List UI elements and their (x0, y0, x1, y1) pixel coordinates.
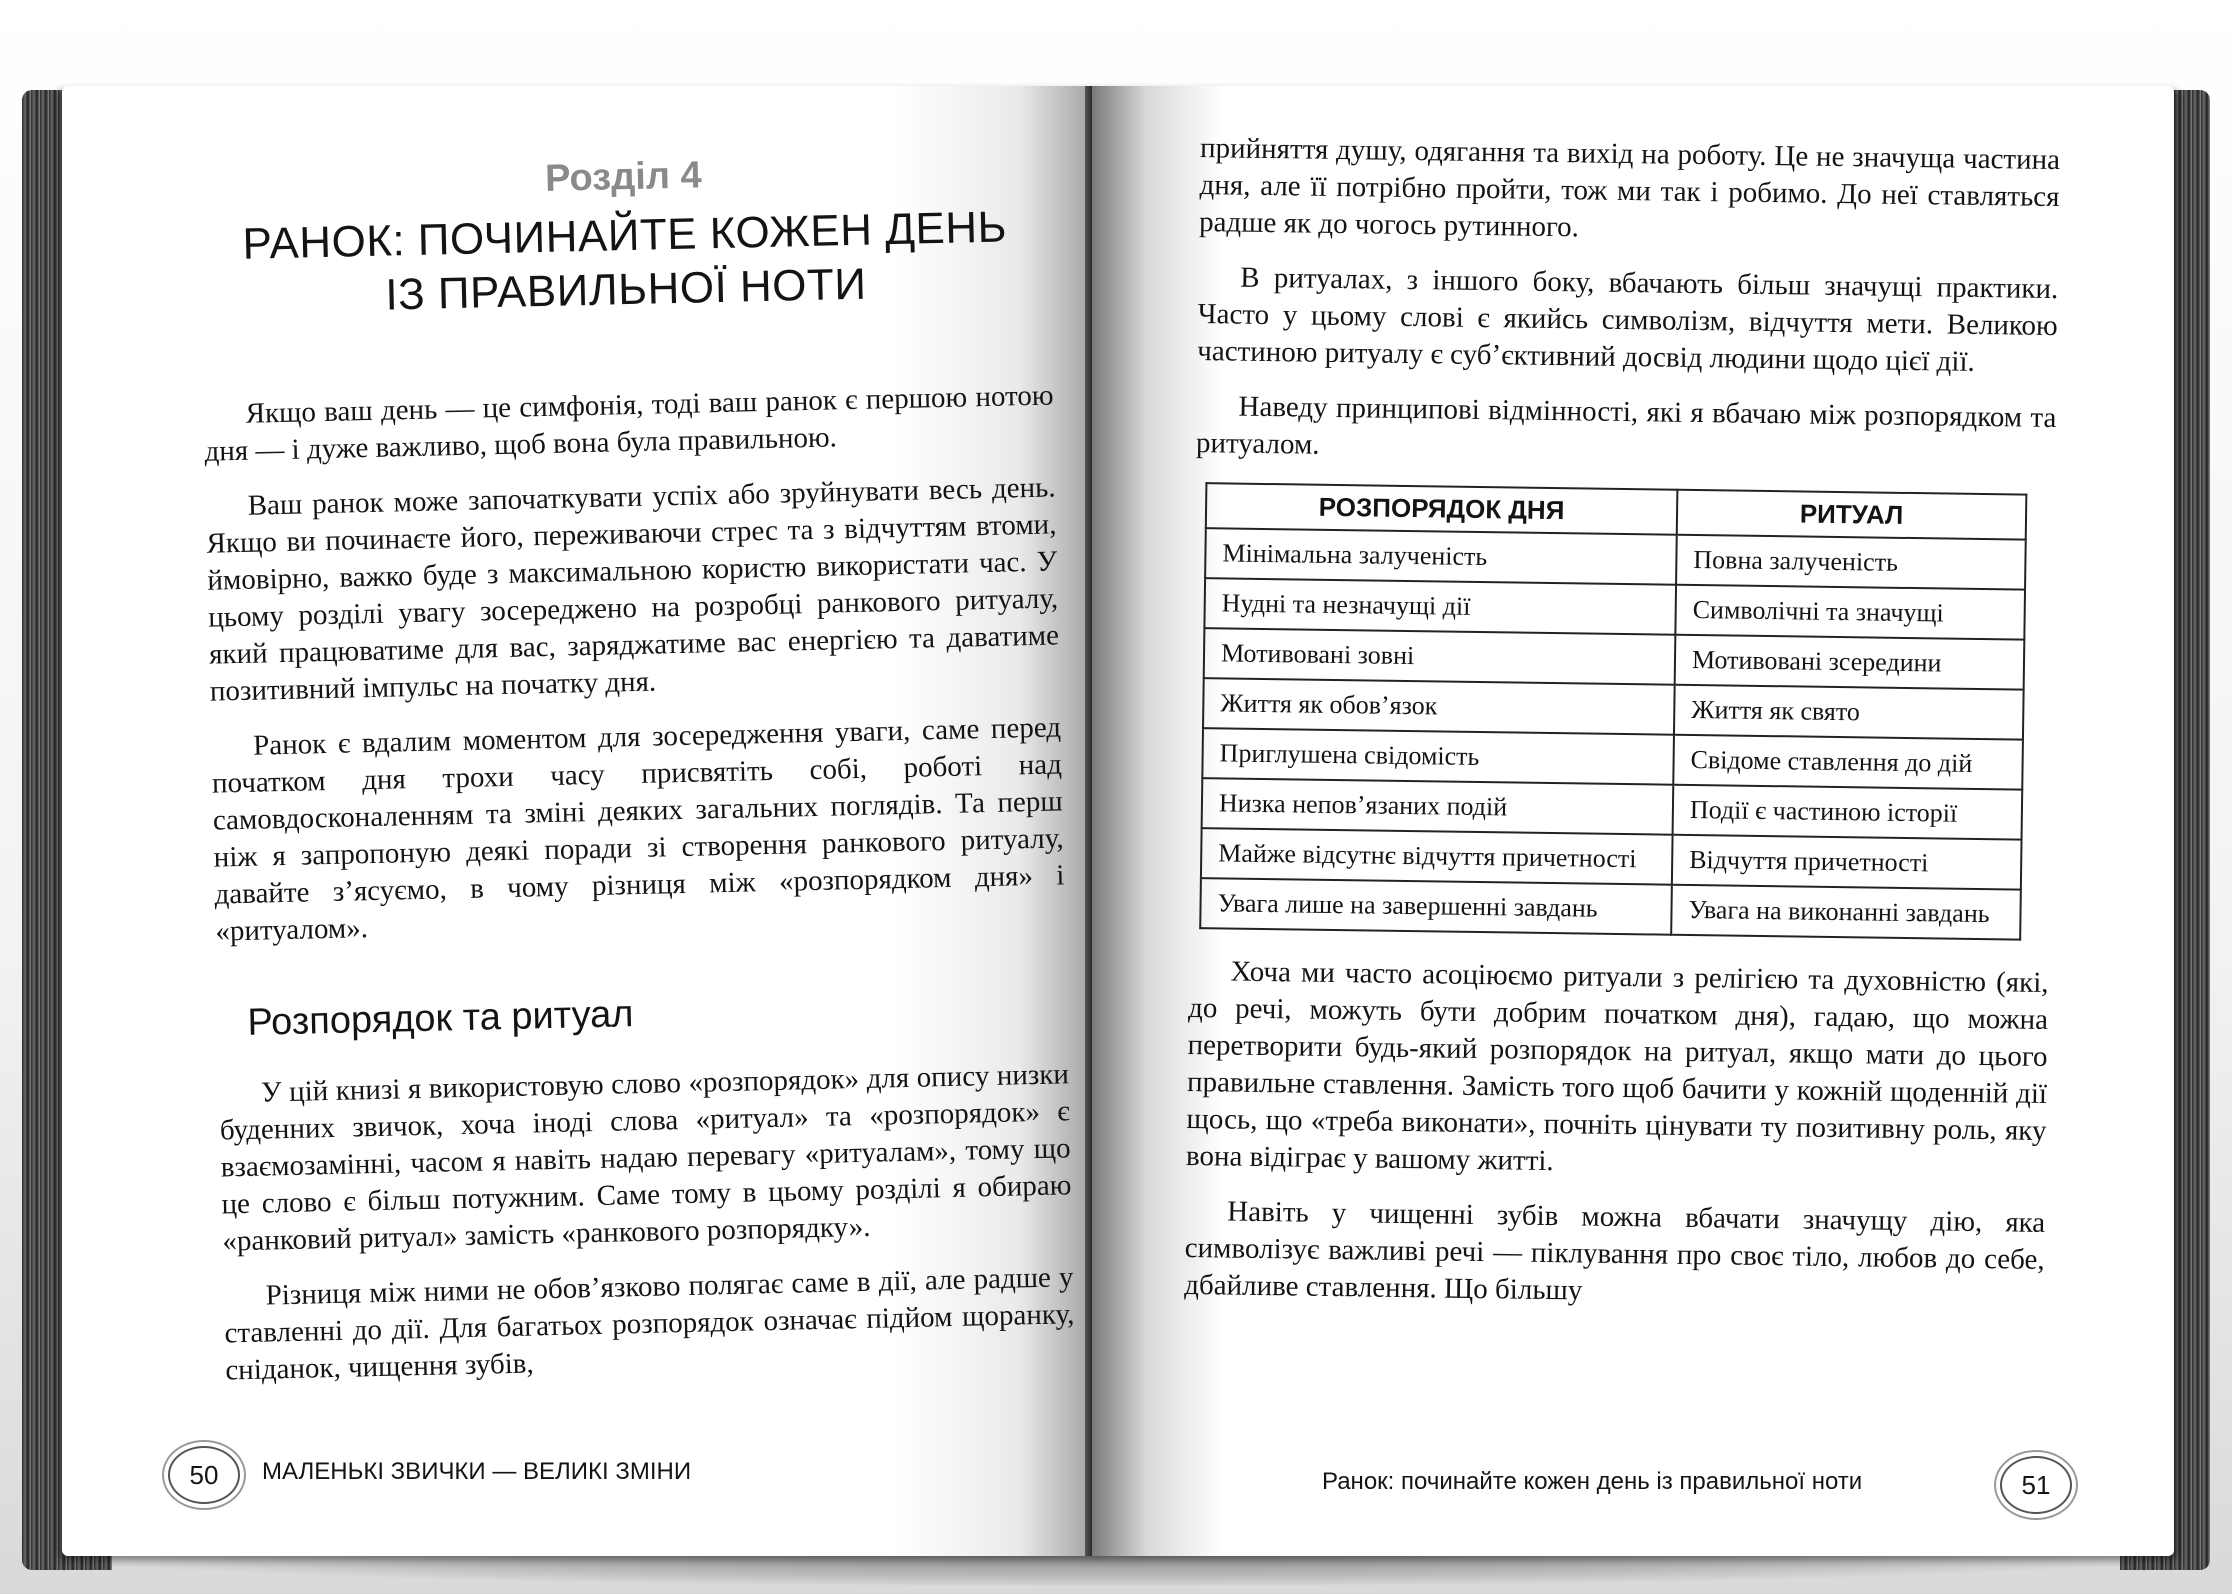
table-cell-routine: Майже відсутнє відчуття причетності (1201, 828, 1673, 885)
paragraph: У цій книзі я використовую слово «розпорядок» для опису низки буденних звичок, хоча іноді слова «ритуал» та «розпорядок» є взаємозамінні, часом я навіть надаю перевагу «ритуалам», тому що це слово є більш потужним. Саме тому в цьому розділі я обираю «ранковий ритуал» замість «ранкового розпорядку». (219, 1058, 1072, 1258)
table-cell-routine: Життя як обов’язок (1203, 678, 1675, 735)
table-cell-routine: Увага лише на завершенні завдань (1200, 878, 1672, 935)
chapter-title-line-1: РАНОК: ПОЧИНАЙТЕ КОЖЕН ДЕНЬ (241, 202, 1008, 269)
left-page (62, 86, 1102, 1556)
paragraph: Навіть у чищенні зубів можна вбачати значущу дію, яка символізує важливі речі — піклування про своє тіло, любов до себе, дбайливе ставлення. Що більшу (1184, 1195, 2046, 1307)
paragraph: Хоча ми часто асоціюємо ритуали з релігією та духовністю (які, до речі, можуть бути добрим початком дня), гадаю, що можна перетворити будь-який розпорядок на ритуал, якщо мати до цього правильне ставлення. Замість того щоб бачити у кожній щоденній дії щось, що «треба виконати», почніть цінувати ту позитивну роль, яку вона відіграє у вашому житті. (1185, 955, 2049, 1178)
section-heading: Розпорядок та ритуал (247, 993, 634, 1044)
paragraph: Ваш ранок може започаткувати успіх або зруйнувати весь день. Якщо ви починаєте його, переживаючи стрес та з відчуттям втоми, ймовірно, важко буде з максимальною користю використати час. У цьому розділі увагу зосереджено на розробці ранкового ритуалу, який працюватиме для вас, заряджатиме вас енергією та даватиме позитивний імпульс на початку дня. (206, 471, 1060, 708)
table-cell-ritual: Символічні та значущі (1675, 585, 2025, 640)
table-header-ritual: РИТУАЛ (1677, 490, 2027, 540)
paragraph: В ритуалах, з іншого боку, вбачають більш значущі практики. Часто у цьому слові є якийсь символізм, відчуття мети. Великою частиною ритуалу є суб’єктивний досвід людини щодо цієї дії. (1197, 261, 2059, 378)
table-cell-ritual: Події є частиною історії (1673, 785, 2023, 840)
comparison-table (1199, 482, 2027, 940)
table-cell-ritual: Відчуття причетності (1672, 835, 2022, 890)
table-cell-routine: Мотивовані зовні (1204, 628, 1676, 685)
table-header-routine: РОЗПОРЯДОК ДНЯ (1206, 483, 1678, 535)
running-title-right: Ранок: починайте кожен день із правильної ноти (1322, 1468, 1863, 1495)
table-cell-ritual: Повна залученість (1676, 535, 2026, 590)
table-row (1200, 878, 2021, 939)
table-cell-ritual: Увага на виконанні завдань (1671, 885, 2021, 940)
page-number-left: 50 (168, 1446, 240, 1504)
paragraph: Ранок є вдалим моментом для зосередження уваги, саме перед початком дня трохи часу присвятіть собі, роботі над самовдосконаленням та зміні деяких загальних поглядів. Та перш ніж я запропоную деякі поради зі створення ранкового ритуалу, давайте з’ясуємо, в чому різниця між «розпорядком дня» і «ритуалом». (211, 711, 1065, 948)
right-page (1092, 86, 2174, 1556)
left-page-content (198, 147, 1076, 1408)
table-cell-routine: Нудні та незначущі дії (1204, 578, 1676, 635)
table-cell-ritual: Свідоме ставлення до дій (1673, 735, 2023, 790)
running-title-left: МАЛЕНЬКІ ЗВИЧКИ — ВЕЛИКІ ЗМІНИ (262, 1458, 692, 1485)
page-number-right: 51 (2000, 1456, 2072, 1514)
paragraph: прийняття душу, одягання та вихід на роботу. Це не значуща частина дня, але її потрібно пройти, тож ми так і робимо. До неї ставляться радше як до чогось рутинного. (1198, 132, 2061, 244)
table-cell-routine: Низка непов’язаних подій (1202, 778, 1674, 835)
right-page-content (1184, 130, 2061, 1334)
table-cell-routine: Приглушена свідомість (1202, 728, 1674, 785)
table-cell-routine: Мінімальна залученість (1205, 528, 1677, 585)
chapter-title (199, 200, 1051, 327)
table-cell-ritual: Мотивовані зсередини (1675, 635, 2025, 690)
chapter-title-line-2: ІЗ ПРАВИЛЬНОЇ НОТИ (384, 259, 867, 320)
paragraph: Наведу принципові відмінності, які я вбачаю між розпорядком та ритуалом. (1195, 390, 2057, 461)
paragraph: Якщо ваш день — це симфонія, тоді ваш ранок є першою нотою дня — і дуже важливо, щоб вона була правильною. (204, 379, 1054, 468)
table-cell-ritual: Життя як свято (1674, 685, 2024, 740)
paragraph: Різниця між ними не обов’язково полягає саме в дії, але радше у ставленні до дії. Для багатьох розпорядок означає підйом щоранку, сніданок, чищення зубів, (224, 1261, 1075, 1387)
chapter-label: Розділ 4 (544, 154, 703, 200)
